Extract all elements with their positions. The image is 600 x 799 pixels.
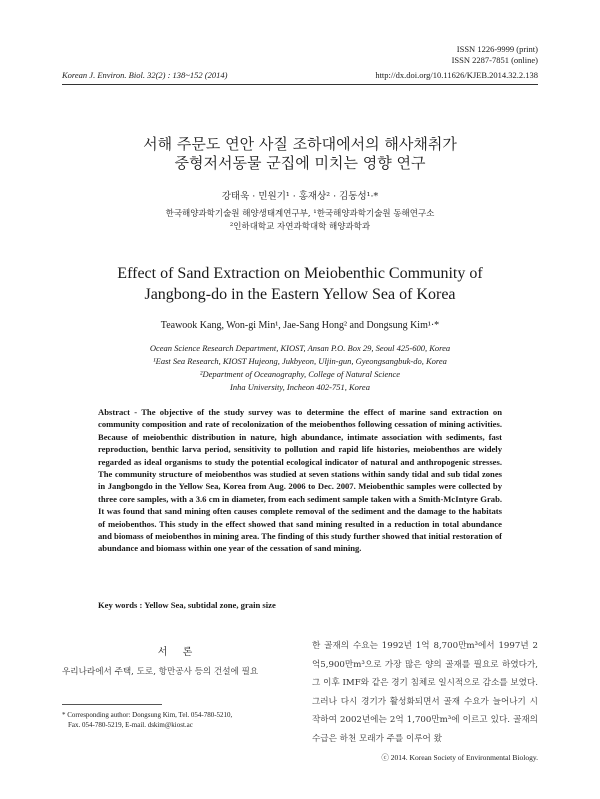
english-affiliations: Ocean Science Research Department, KIOST, Ansan P.O. Box 29, Seoul 425-600, Korea ¹East Sea Research, KIOST Hujeong, Jukbyeon, Uljin-gun, Gyeongsangbuk-do, Korea ²Department of Oceanography, College of Natural Science Inha University, Incheon 402-751, Korea [149,343,451,392]
korean-title: 서해 주문도 연안 사질 조하대에서의 해사채취가 중형저서동물 군집에 미치는 영향 연구 [143,135,457,172]
section-heading-introduction: 서 론 [157,647,199,658]
english-title: Effect of Sand Extraction on Meiobenthic Community of Jangbong-do in the Eastern Yellow Sea of Korea [117,265,483,303]
journal-reference: Korean J. Environ. Biol. 32(2) : 138~152 (2014) [62,70,228,80]
body-column-right: 한 골재의 수요는 1992년 1억 8,700만m³에서 1997년 2억5,900만m³으로 가장 많은 양의 골재를 필요로 하였다가, 그 이후 IMF와 같은 경기 침체로 일시적으로 감소를 보였다. 그러나 다시 경기가 활성화되면서 골재 수요가 늘어나기 시작하여 2002년에는 2억 1,700만m³에 이르고 있다. 골재의 수급은 하천 모래가 주를 이루어 왔 [312,641,538,744]
doi-link[interactable]: http://dx.doi.org/10.11626/KJEB.2014.32.2.138 [375,70,538,80]
korean-authors: 강태욱 · 민원기¹ · 홍재상² · 김동성¹·* [221,191,379,202]
english-authors: Teawook Kang, Won-gi Min¹, Jae-Sang Hong² and Dongsung Kim¹·* [160,320,440,331]
issn-block [318,44,538,66]
keywords: Key words : Yellow Sea, subtidal zone, grain size [98,600,276,610]
abstract: Abstract - The objective of the study survey was to determine the effect of marine sand extraction on community composition and rate of recolonization of the meiobenthos following cessation of mining activities. Because of meiobenthic distribution in nature, high abundance, intimate association with sediments, fast reproduction, benthic larva period, sensitivity to pollution and rapid life histories, meiobenthos are widely regarded as ideal organisms to study the potential ecological indicator of natural and anthropogenic stresses. The community structure of meiobenthos was studied at seven stations within sandy tidal and sub tidal zones in Jangbongdo in the Yellow Sea, Korea from Aug. 2006 to Dec. 2007. Meiobenthic samples were collected by three core samples, with a 3.6 cm in diameter, from each sediment sample taken with a Smith-McIntyre Grab. It was found that sand mining often causes complete removal of the sediment and the damage to the habitats of meiobenthos. This study in the effect showed that sand mining resulted in a reduction in total abundance and biomass of meiobenthos in mining area. The finding of this study further showed that initial restoration of abundance and biomass within one year of the cessation of sand mining. [98,407,502,554]
korean-affiliations: 한국해양과학기술원 해양생태계연구부, ¹한국해양과학기술원 동해연구소 ²인하대학교 자연과학대학 해양과학과 [165,209,435,232]
copyright-notice: ⓒ 2014. Korean Society of Environmental Biology. [381,753,538,762]
issn-print: ISSN 1226-9999 (print) [456,44,538,54]
header-rule [62,84,538,85]
corresponding-author-footnote: * Corresponding author: Dongsung Kim, Tel. 054-780-5210, Fax. 054-780-5219, E-mail. dskim@kiost.ac [62,711,233,729]
issn-online: ISSN 2287-7851 (online) [451,55,538,65]
footnote-rule [62,704,162,705]
body-column-left: 우리나라에서 주택, 도로, 항만공사 등의 건설에 필요 [62,667,259,677]
